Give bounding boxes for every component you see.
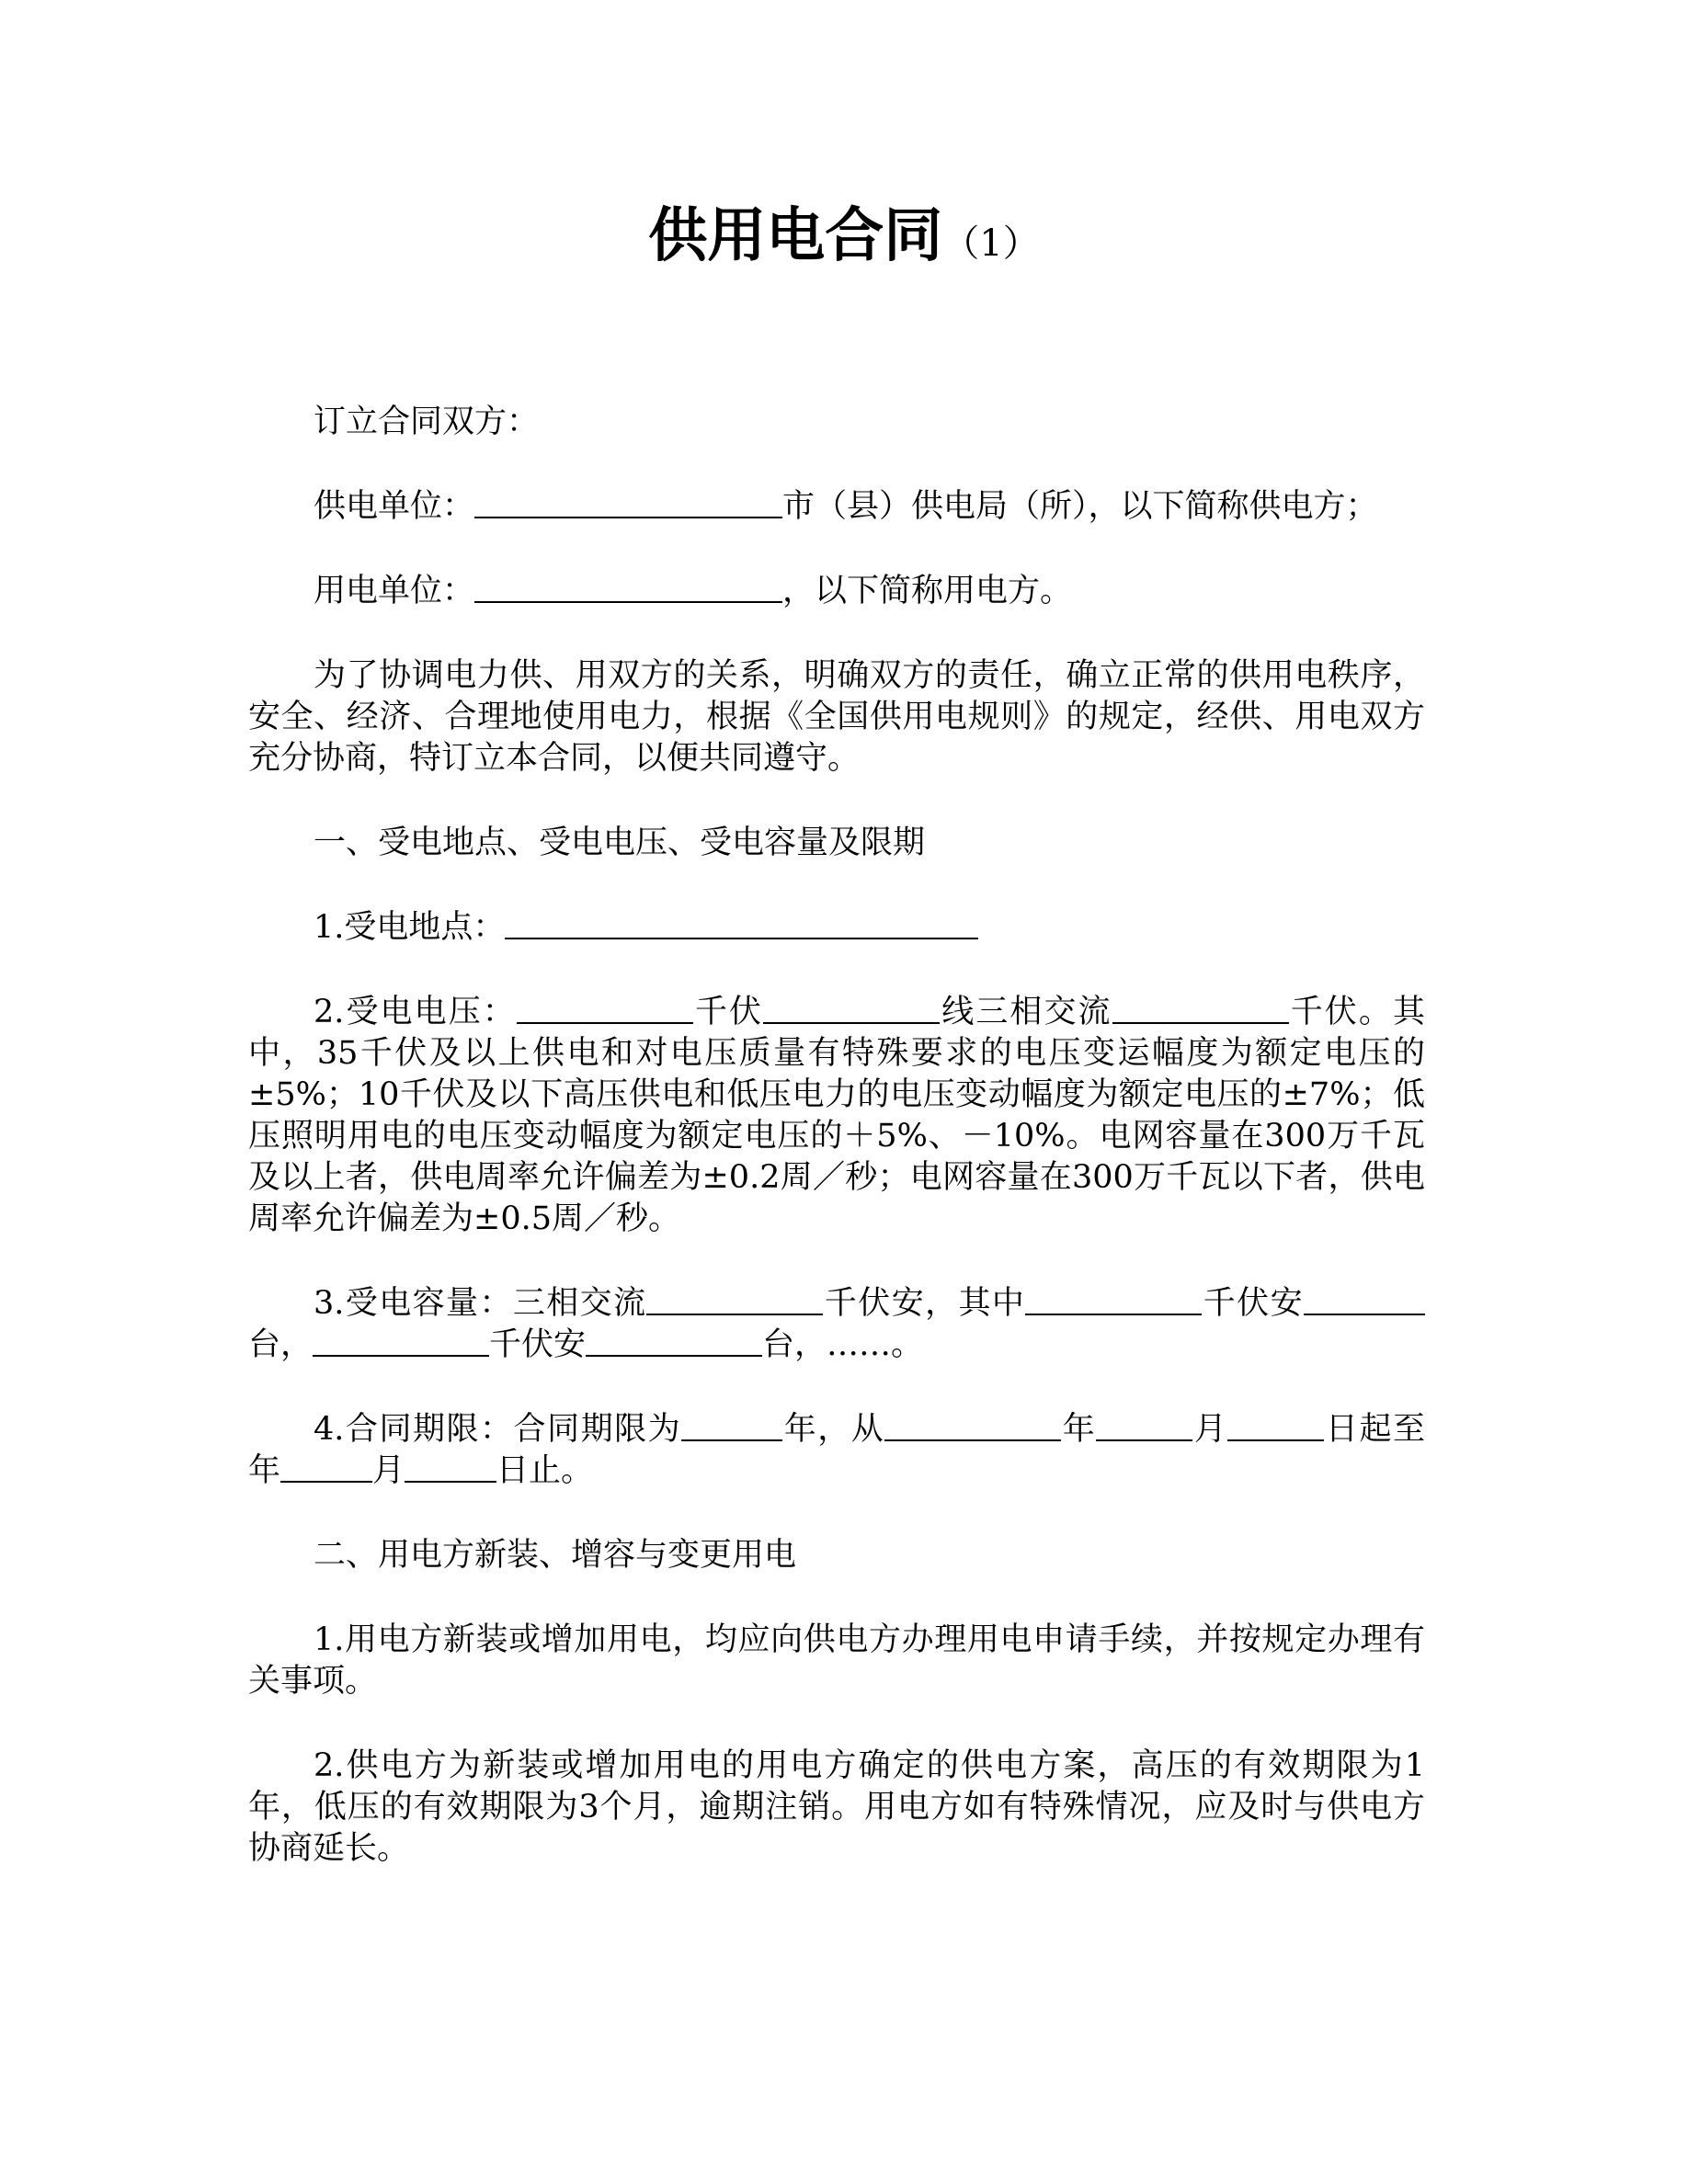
term-text-f: 月 — [372, 1452, 405, 1489]
parties-heading: 订立合同双方： — [314, 404, 540, 440]
term-text-g: 日止。 — [496, 1452, 594, 1489]
title-main: 供用电合同 — [648, 202, 943, 270]
capacity-blank-4[interactable] — [313, 1327, 489, 1357]
voltage-text-d: 千伏。其中，35千伏及以上供电和对电压质量有特殊要求的电压变运幅度为额定电压的±5%；10千伏及以下高压供电和低压电力的电压变动幅度为额定电压的±7%；低压照明用电的电压变动幅度为额定电压的＋5%、－10%。电网容量在300万千瓦及以上者，供电周率允许偏差为±0.2周／秒；电网容量在300万千瓦以下者，供电周率允许偏差为±0.5周／秒。 — [248, 994, 1425, 1237]
user-suffix: ，以下简称用电方。 — [782, 573, 1073, 609]
term-text-d: 月 — [1192, 1411, 1228, 1448]
end-day-blank[interactable] — [405, 1453, 496, 1483]
supplier-line — [248, 486, 1425, 528]
start-month-blank[interactable] — [1096, 1412, 1192, 1441]
section2-item2: 2.供电方为新装或增加用电的用电方确定的供电方案，高压的有效期限为1年，低压的有效期限为3个月，逾期注销。用电方如有特殊情况，应及时与供电方协商延长。 — [248, 1747, 1425, 1867]
user-blank[interactable] — [474, 574, 782, 603]
location-blank[interactable] — [505, 910, 978, 939]
capacity-blank-2[interactable] — [1025, 1286, 1202, 1315]
voltage-blank-1[interactable] — [517, 995, 693, 1024]
capacity-text-c: 千伏安 — [1202, 1285, 1304, 1322]
capacity-label: 3.受电容量：三相交流 — [314, 1285, 647, 1322]
item-term — [248, 1409, 1425, 1492]
voltage-blank-2[interactable] — [763, 995, 940, 1024]
capacity-text-e: 千伏安 — [489, 1326, 587, 1363]
term-label: 4.合同期限：合同期限为 — [314, 1411, 682, 1448]
item-voltage — [248, 992, 1425, 1240]
voltage-label: 2.受电电压： — [314, 994, 517, 1030]
capacity-blank-3[interactable] — [1304, 1286, 1425, 1315]
section2-item1: 1.用电方新装或增加用电，均应向供电方办理用电申请手续，并按规定办理有关事项。 — [248, 1621, 1425, 1700]
term-text-b: 年，从 — [782, 1411, 885, 1448]
capacity-text-f: 台，……。 — [762, 1326, 924, 1363]
capacity-blank-5[interactable] — [586, 1327, 762, 1357]
location-label: 1.受电地点： — [314, 909, 506, 946]
item-capacity — [248, 1283, 1425, 1366]
supplier-suffix: 市（县）供电局（所），以下简称供电方； — [782, 488, 1378, 525]
capacity-blank-1[interactable] — [646, 1286, 823, 1315]
voltage-text-b: 千伏 — [692, 994, 764, 1030]
section1-heading: 一、受电地点、受电电压、受电容量及限期 — [314, 825, 926, 861]
supplier-label: 供电单位： — [314, 488, 475, 525]
capacity-text-d: 台， — [248, 1326, 314, 1363]
voltage-blank-3[interactable] — [1112, 995, 1289, 1024]
section2-heading: 二、用电方新装、增容与变更用电 — [314, 1537, 797, 1574]
document-title — [0, 195, 1688, 285]
start-day-blank[interactable] — [1227, 1412, 1324, 1441]
title-suffix: （1） — [942, 222, 1040, 265]
preamble: 为了协调电力供、用双方的关系，明确双方的责任，确立正常的供用电秩序，安全、经济、合理地使用电力，根据《全国供用电规则》的规定，经供、用电双方充分协商，特订立本合同，以便共同遵守。 — [248, 657, 1425, 777]
user-label: 用电单位： — [314, 573, 475, 609]
end-month-blank[interactable] — [280, 1453, 372, 1483]
start-year-blank[interactable] — [884, 1412, 1061, 1441]
voltage-text-c: 线三相交流 — [940, 994, 1112, 1030]
item-location — [248, 907, 1425, 949]
term-text-c: 年 — [1061, 1411, 1097, 1448]
term-text-e: 日起至年 — [248, 1411, 1425, 1489]
document-body — [248, 402, 1425, 1913]
capacity-text-b: 千伏安，其中 — [823, 1285, 1026, 1322]
supplier-blank[interactable] — [474, 489, 782, 518]
user-line — [248, 571, 1425, 612]
term-years-blank[interactable] — [681, 1412, 782, 1441]
